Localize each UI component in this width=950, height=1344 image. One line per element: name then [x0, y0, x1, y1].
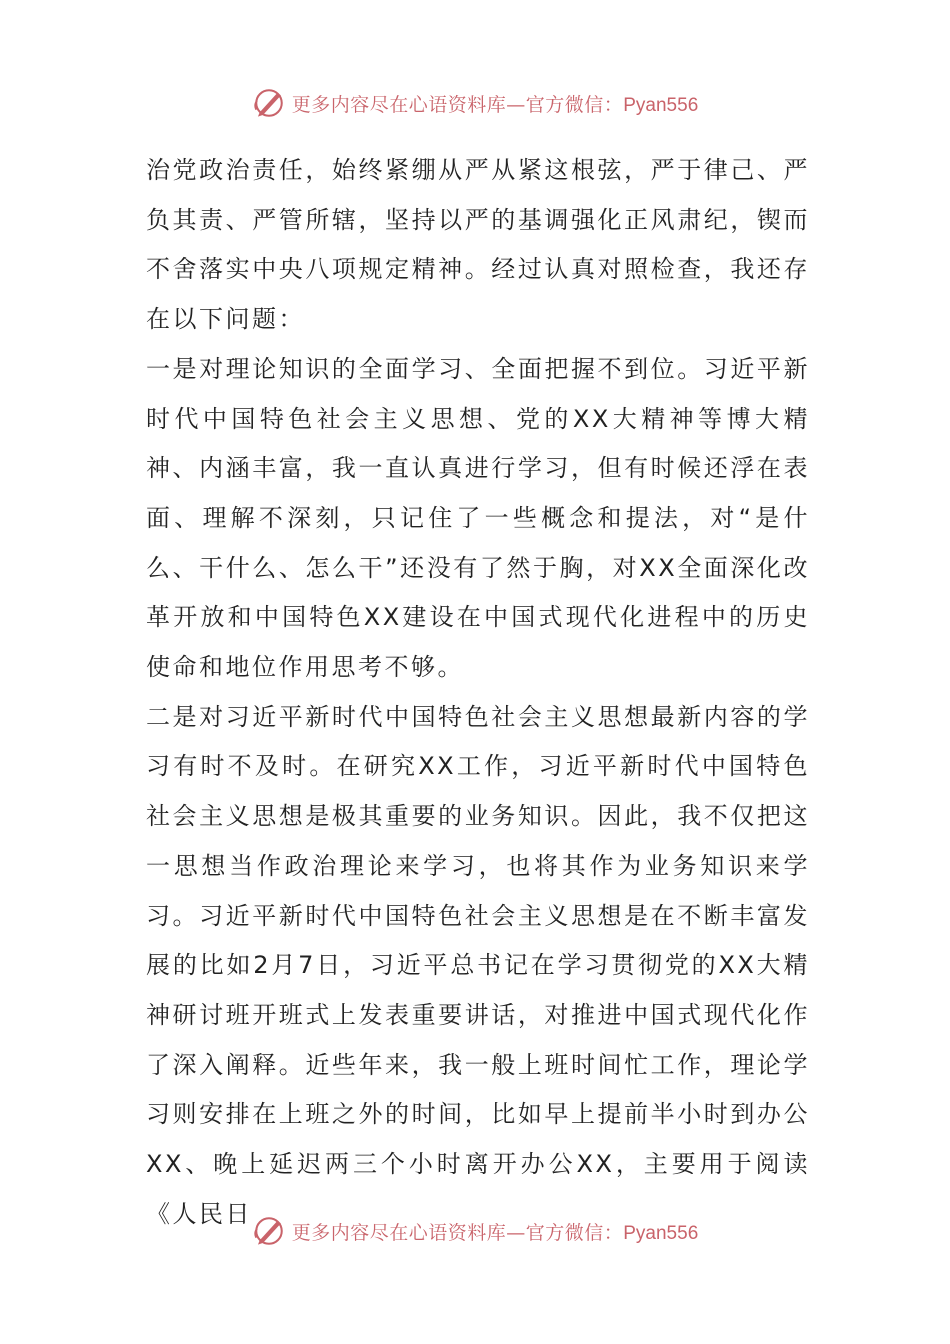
- header-watermark: [0, 86, 950, 120]
- footer-watermark: [0, 1214, 950, 1248]
- paragraph-3: 二是对习近平新时代中国特色社会主义思想最新内容的学习有时不及时。在研究XX工作，习近平新时代中国特色社会主义思想是极其重要的业务知识。因此，我不仅把这一思想当作政治理论来学习，也将其作为业务知识来学习。习近平新时代中国特色社会主义思想是在不断丰富发展的比如2月7日，习近平总书记在学习贯彻党的XX大精神研讨班开班式上发表重要讲话，对推进中国式现代化作了深入阐释。近些年来，我一般上班时间忙工作，理论学习则安排在上班之外的时间，比如早上提前半小时到办公XX、晚上延迟两三个小时离开办公XX，主要用于阅读《人民日: [146, 702, 810, 1228]
- pen-circle-icon: [252, 1214, 286, 1248]
- watermark-text: 更多内容尽在心语资料库—官方微信：Pyan556: [291, 1221, 699, 1244]
- watermark-brand: Pyan556: [623, 1222, 699, 1244]
- watermark-brand: Pyan556: [623, 94, 699, 116]
- watermark-text: 更多内容尽在心语资料库—官方微信：Pyan556: [291, 93, 699, 116]
- paragraph-1: 治党政治责任，始终紧绷从严从紧这根弦，严于律己、严负其责、严管所辖，坚持以严的基调强化正风肃纪，锲而不舍落实中央八项规定精神。经过认真对照检查，我还存在以下问题：: [146, 156, 810, 334]
- paragraph-2: 一是对理论知识的全面学习、全面把握不到位。习近平新时代中国特色社会主义思想、党的XX大精神等博大精神、内涵丰富，我一直认真进行学习，但有时候还浮在表面、理解不深刻，只记住了一些概念和提法，对“是什么、干什么、怎么干”还没有了然于胸，对XX全面深化改革开放和中国特色XX建设在中国式现代化进程中的历史使命和地位作用思考不够。: [146, 354, 810, 682]
- document-body: [146, 146, 810, 1239]
- pen-circle-icon: [252, 86, 286, 120]
